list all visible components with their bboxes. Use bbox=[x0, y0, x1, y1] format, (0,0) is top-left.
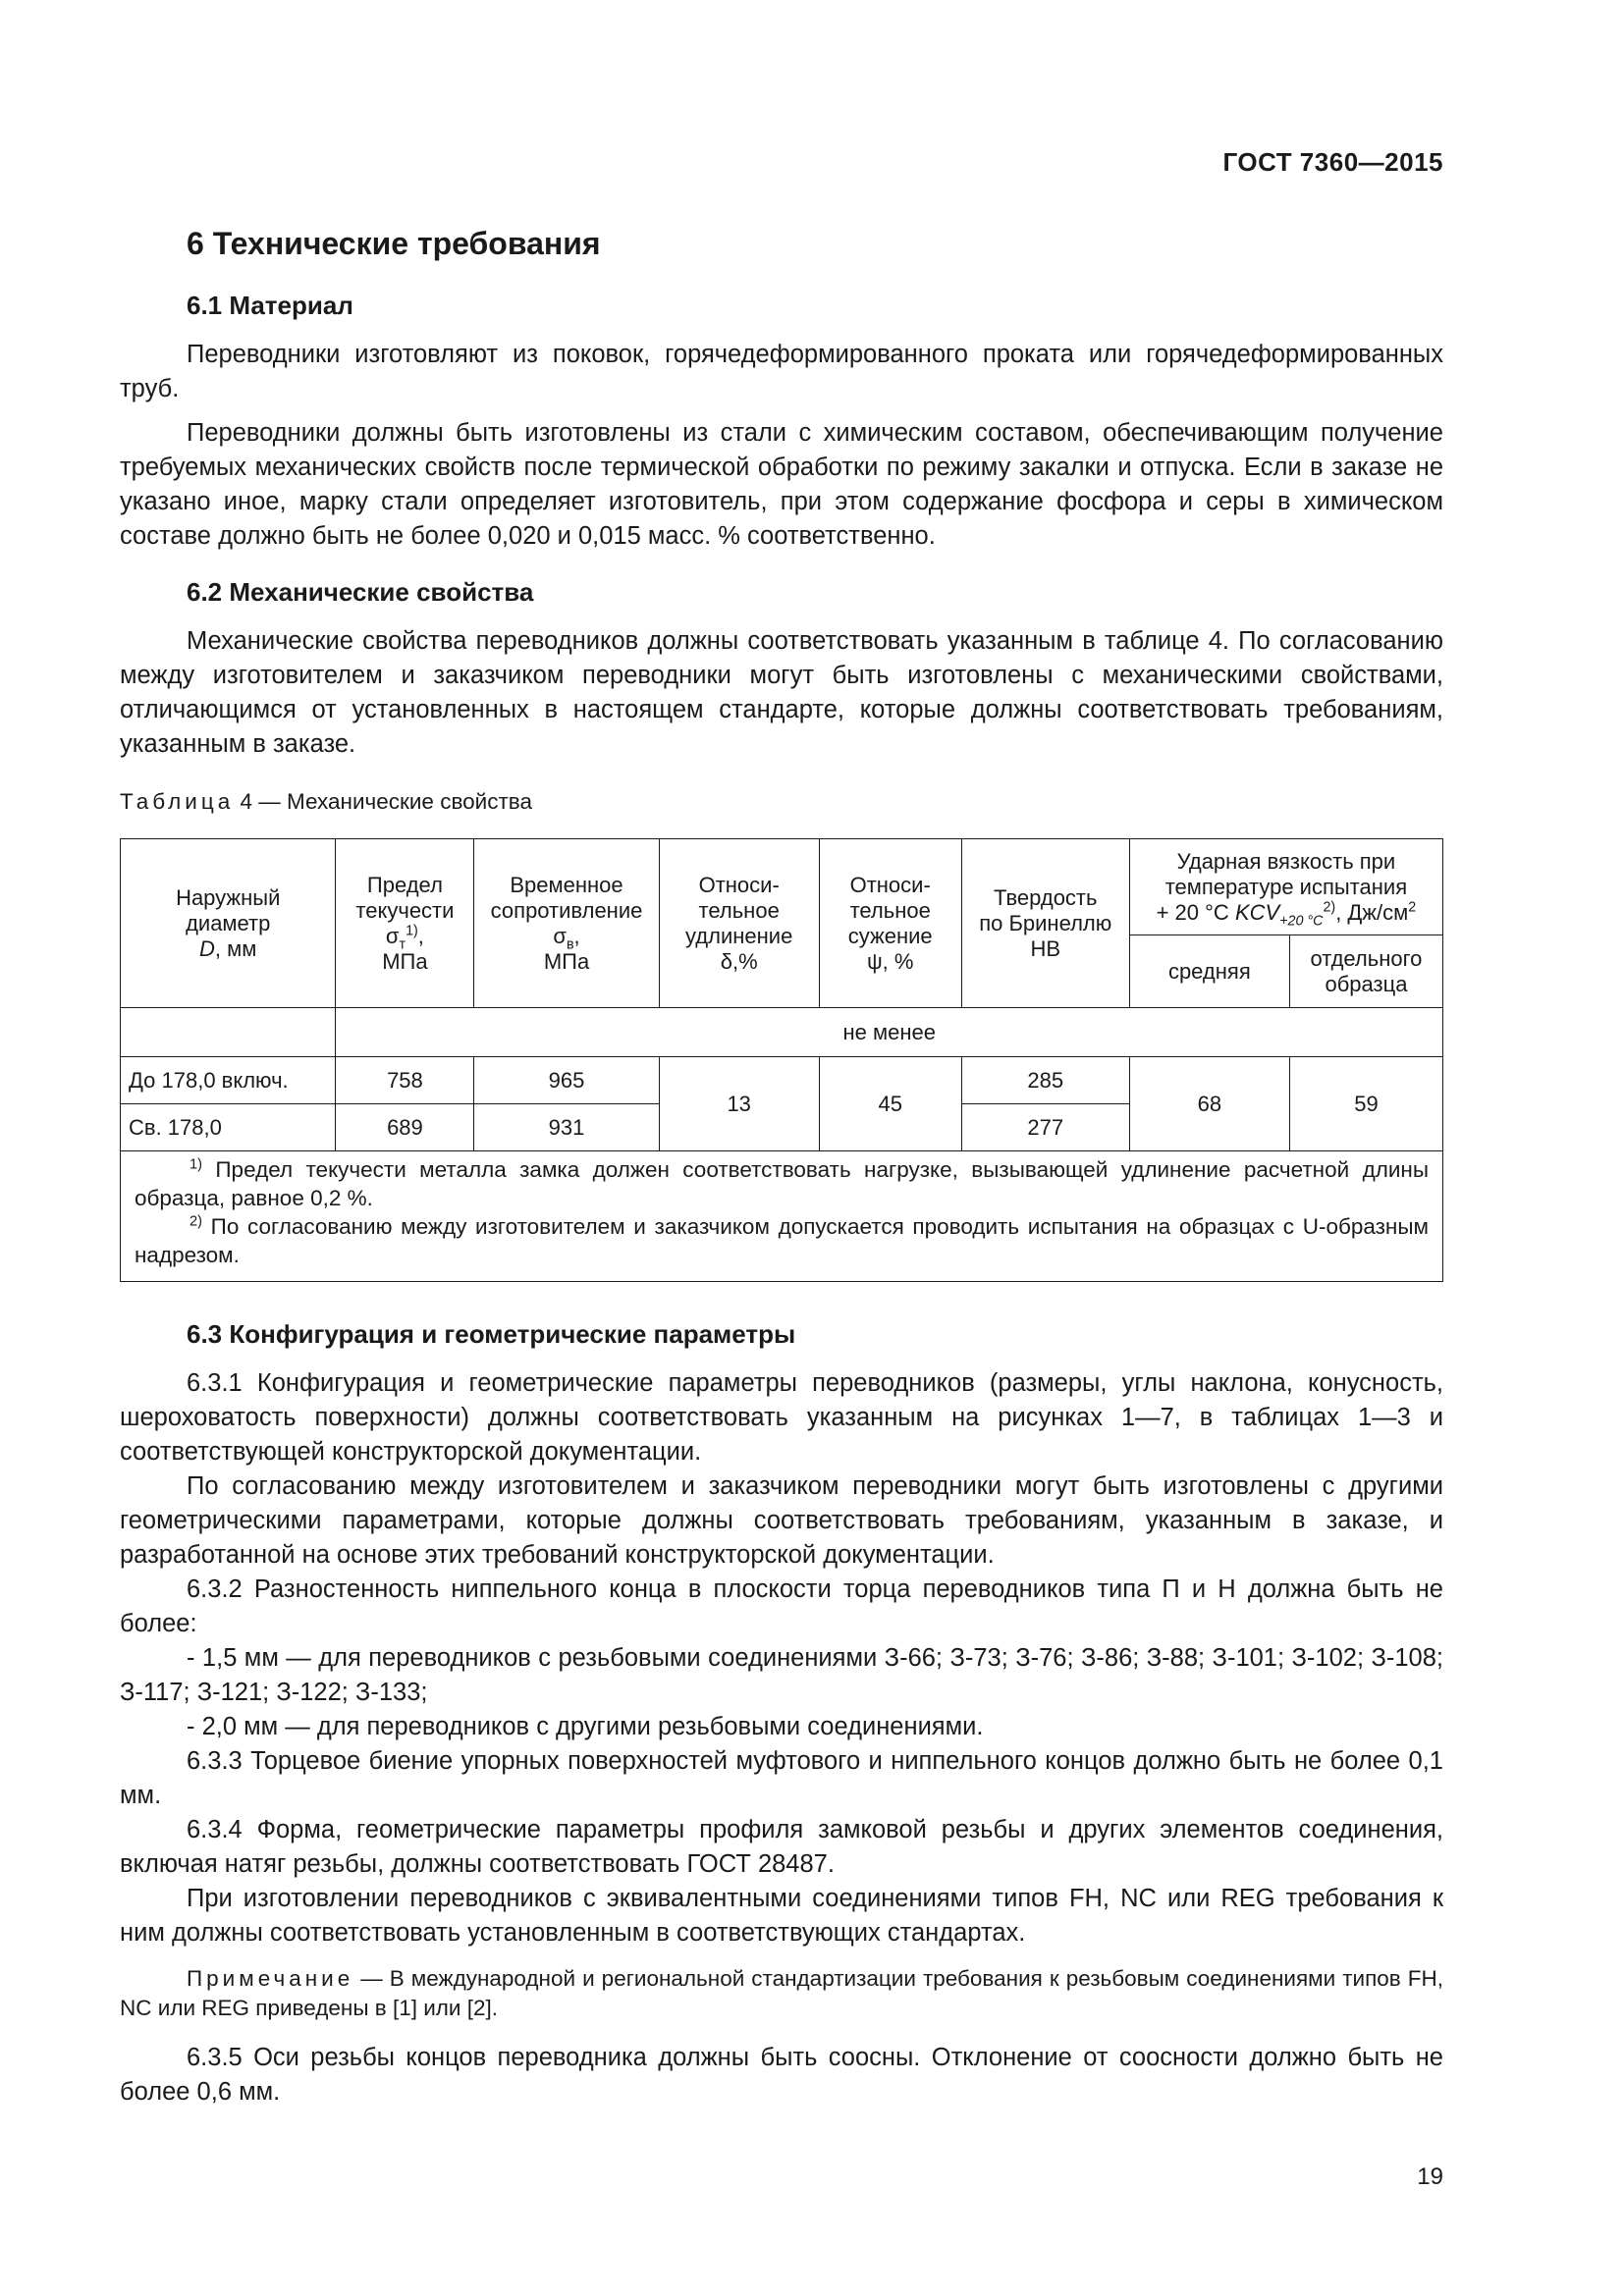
table-caption bbox=[120, 787, 1443, 817]
header-diameter: Наружный диаметр D, мм bbox=[121, 839, 336, 1008]
cell-tensile: 965 bbox=[474, 1057, 659, 1104]
section-title: 6 Технические требования bbox=[187, 226, 601, 261]
header-yield-strength: Предел текучести $\sigma_т^{1)}$, МПа bbox=[336, 839, 474, 1008]
table-row bbox=[121, 1057, 1443, 1104]
subsection-title-mechanical: 6.2 Механические свойства bbox=[187, 577, 534, 607]
header-impact-average: средняя bbox=[1129, 935, 1289, 1008]
cell-hardness: 277 bbox=[961, 1104, 1129, 1151]
list-item: - 2,0 мм — для переводников с другими резьбовыми соединениями. bbox=[187, 1713, 984, 1740]
cell-impact-single: 59 bbox=[1289, 1057, 1442, 1151]
header-narrowing: Относи- тельное сужение ψ, % bbox=[819, 839, 961, 1008]
table-footnotes bbox=[121, 1151, 1443, 1282]
list-item: - 1,5 мм — для переводников с резьбовыми соединениями З-66; З-73; З-76; З-86; З-88; З-101; З-102; З-108; З-117; З-121; З-122; З-133; bbox=[120, 1644, 1443, 1706]
page-content bbox=[120, 224, 1443, 2109]
cell-yield: 758 bbox=[336, 1057, 474, 1104]
footnote-1: $^{1)}$ Предел текучести металла замка должен соответствовать нагрузке, вызывающей удлинение расчетной длины образца, равное 0,2 %. bbox=[135, 1156, 1429, 1210]
paragraph: 6.3.1 Конфигурация и геометрические параметры переводников (размеры, углы наклона, конусность, шероховатость поверхности) должны соответствовать указанным на рисунках 1—7, в таблицах 1—3 и соответствующей конструкторской документации. bbox=[120, 1369, 1443, 1466]
paragraph: Переводники изготовляют из поковок, горячедеформированного проката или горячедеформированных труб. bbox=[120, 341, 1443, 402]
paragraph: 6.3.4 Форма, геометрические параметры профиля замковой резьбы и других элементов соединения, включая натяг резьбы, должны соответствовать ГОСТ 28487. bbox=[120, 1816, 1443, 1878]
subsection-title-configuration: 6.3 Конфигурация и геометрические параметры bbox=[187, 1319, 796, 1349]
subsection-title-material: 6.1 Материал bbox=[187, 291, 353, 320]
footnote-2: $^{2)}$ По согласованию между изготовителем и заказчиком допускается проводить испытания на образцах с U-образным надрезом. bbox=[135, 1213, 1429, 1267]
cell-narrowing: 45 bbox=[819, 1057, 961, 1151]
paragraph: По согласованию между изготовителем и заказчиком переводники могут быть изготовлены с другими геометрическими параметрами, которые должны соответствовать требованиям, указанным в заказе, и разработанной на основе этих требований конструкторской документации. bbox=[120, 1472, 1443, 1569]
cell-tensile: 931 bbox=[474, 1104, 659, 1151]
paragraph: Переводники должны быть изготовлены из стали с химическим составом, обеспечивающим получение требуемых механических свойств после термической обработки по режиму закалки и отпуска. Если в заказе не указано иное, марку стали определяет изготовитель, при этом содержание фосфора и серы в химическом составе должно быть не более 0,020 и 0,015 масс. % соответственно. bbox=[120, 419, 1443, 550]
header-elongation: Относи- тельное удлинение δ,% bbox=[659, 839, 819, 1008]
note bbox=[120, 1964, 1443, 2023]
note-label: Примечание bbox=[187, 1966, 354, 1991]
header-impact-single: отдельного образца bbox=[1289, 935, 1442, 1008]
cell-diameter: До 178,0 включ. bbox=[121, 1057, 336, 1104]
mechanical-properties-table bbox=[120, 838, 1443, 1282]
paragraph: 6.3.5 Оси резьбы концов переводника должны быть соосны. Отклонение от соосности должно быть не более 0,6 мм. bbox=[120, 2044, 1443, 2106]
header-hardness: Твердость по Бринеллю НВ bbox=[961, 839, 1129, 1008]
paragraph: При изготовлении переводников с эквивалентными соединениями типов FH, NC или REG требования к ним должны соответствовать установленным в соответствующих стандартах. bbox=[120, 1885, 1443, 1947]
document-code: ГОСТ 7360—2015 bbox=[1222, 147, 1443, 177]
cell-hardness: 285 bbox=[961, 1057, 1129, 1104]
header-impact-toughness: Ударная вязкость при температуре испытания + 20 °С $KCV_{+20 ^\circ С}^{2)}$, $Дж/см^2$ bbox=[1129, 839, 1442, 935]
cell-yield: 689 bbox=[336, 1104, 474, 1151]
page-number: 19 bbox=[1417, 2163, 1443, 2190]
cell-diameter: Св. 178,0 bbox=[121, 1104, 336, 1151]
cell-impact-average: 68 bbox=[1129, 1057, 1289, 1151]
table-caption-label: Таблица bbox=[120, 789, 235, 814]
cell-elongation: 13 bbox=[659, 1057, 819, 1151]
paragraph: 6.3.2 Разностенность ниппельного конца в плоскости торца переводников типа П и Н должна быть не более: bbox=[120, 1575, 1443, 1637]
note-text: — В международной и региональной стандартизации требования к резьбовым соединениями типов FH, NC или REG приведены в [1] или [2]. bbox=[120, 1966, 1443, 2020]
table-caption-text: 4 — Механические свойства bbox=[240, 789, 532, 814]
paragraph: 6.3.3 Торцевое биение упорных поверхностей муфтового и ниппельного концов должно быть не более 0,1 мм. bbox=[120, 1747, 1443, 1809]
paragraph: Механические свойства переводников должны соответствовать указанным в таблице 4. По согласованию между изготовителем и заказчиком переводники могут быть изготовлены с механическими свойствами, отличающимся от установленных в настоящем стандарте, которые должны соответствовать требованиям, указанным в заказе. bbox=[120, 627, 1443, 758]
not-less-label: не менее bbox=[336, 1008, 1443, 1057]
header-tensile-strength: Временное сопротивление $\sigma_в$, МПа bbox=[474, 839, 659, 1008]
